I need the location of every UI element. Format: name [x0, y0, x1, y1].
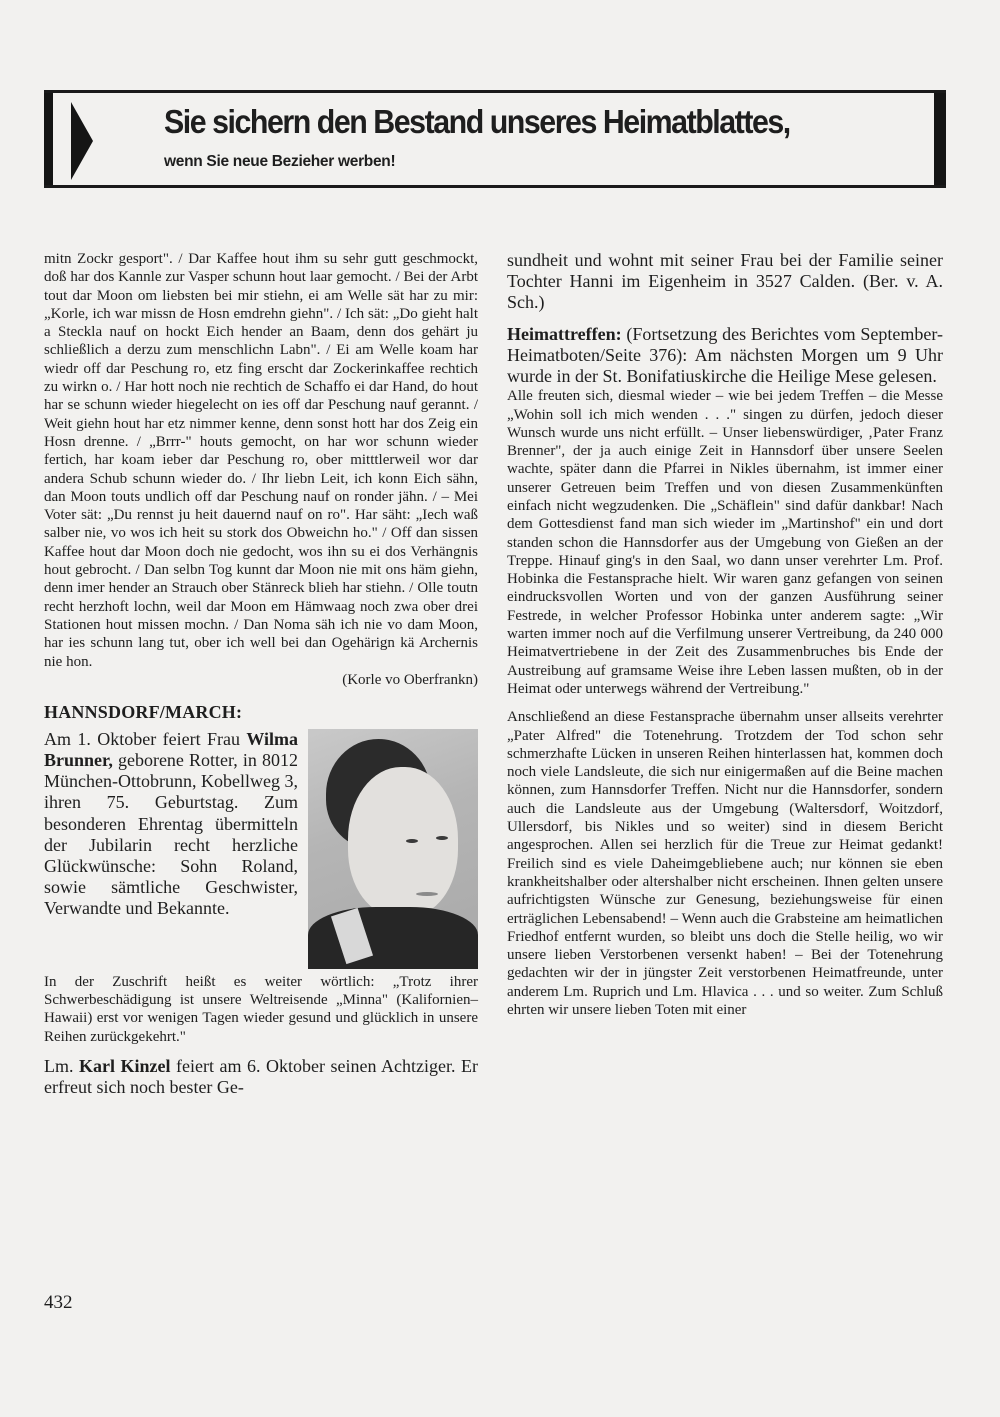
banner-subline: wenn Sie neue Bezieher werben!	[164, 153, 396, 170]
kinzel-text: feiert am 6. Oktober seinen Achtziger. Er erfreut sich noch bester Ge-	[44, 1056, 478, 1098]
treffen-intro: (Fortsetzung des Berichtes vom September-Heimatboten/Seite 376): Am nächsten Morgen um 9 Uhr wurde in der St. Bonifatiuskirche die Heilige Mese gelesen.	[507, 323, 943, 387]
page-number: 432	[44, 1292, 73, 1313]
letter-quote: In der Zuschrift heißt es weiter wörtlich: „Trotz ihrer Schwerbeschädigung ist unsere Weltreisende „Minna" (Kalifornien–Hawaii) erst vor wenigen Tagen wieder gesund und glücklich in unsere Reihen zurückgekehrt."	[44, 973, 478, 1045]
dialect-story: mitn Zockr gesport". / Dar Kaffee hout ihm su sehr gutt geschmockt, doß har dos Kannle zur Vasper schunn hout laar gemocht. / Bei der Arbt tout dar Moon om liebsten bei mir stiehn, ei am Welle sät har zu mir: „Korle, ich war missn de Hosn emdrehn giehn". / Ich sät: „Do gieht halt a Steckla nauf on hockt Eich hender an Baam, denn dos gehärt ju schließlich a derzu zum menschlichn Labn". / Ei am Welle koam har wiedr off dar Peschung ro, etz fing erscht dar Zockerinkaffee rechtich zu wirkn o. / Har hott noch nie rechtich de Schaffo ei dar Hand, do hout har se schunn wieder hiegelecht on ies off dar Peschung nauf gerannt. / Weit giehn hout har etz nimmer kenne, denn sonst hott har dos Zeig ein Hosn drenne. / „Brrr-" houts gemocht, on har wor schunn wieder fertich, har koam ieber dar Peschung ro, ober mitttlerweil wor dar andera Schub schunn wieder do. / Ihr liebn Leit, ich konn Eich sähn, dan Moon touts undlich off dar Peschung nauf on ronder jähn. / – Mei Voter sät: „Du rennst ju heit dauernd nauf on ro". Har säht: „Iech waß salber nie, vo wos ich heit su stork dos Obweichn ho." / Off dan sissen Kaffee hout dar Moon doch nie gedocht, wos ihn su ei dos Verhängnis hout gebrocht. / Dan selbn Tog kunnt dar Moon nie mit ons häm giehn, denn imer hender an Strauch ober Stänreck blieh har stiehn. / Olle toutn recht herzhoft lochn, weil dar Moon em Hämwaag noch zwa ober drei Stationen hout missen mochn. / Dan Noma säh ich nie vo dam Moon, har ies schunn lang tut, ober ich well bei dan Ogehärign kä Archernis nie hon.	[44, 251, 478, 670]
left-column	[44, 250, 478, 1098]
kinzel-prefix: Lm.	[44, 1056, 80, 1077]
kinzel-notice	[44, 1056, 478, 1098]
banner-right-bar	[934, 93, 946, 185]
story-signature: (Korle vo Oberfrankn)	[342, 671, 478, 688]
birthday-text: geborene Rotter, in 8012 München-Ottobrunn, Kobellweg 3, ihren 75. Geburtstag. Zum besonderen Ehrentag übermitteln der Jubilarin recht herzliche Glückwünsche: Sohn Roland, sowie sämtliche Geschwister, Verwandte und Bekannte.	[44, 750, 298, 919]
kinzel-continued: sundheit und wohnt mit seiner Frau bei der Familie seiner Tochter Hanni im Eigenheim in 3527 Calden. (Ber. v. A. Sch.)	[507, 250, 943, 313]
subscription-banner	[44, 90, 946, 188]
portrait-photo	[308, 729, 478, 969]
birthday-name: Wilma Brunner,	[44, 728, 298, 771]
banner-headline: Sie sichern den Bestand unseres Heimatblattes,	[164, 103, 790, 140]
totenehrung-paragraph: Anschließend an diese Festansprache übernahm unser allseits verehrter „Pater Alfred" die Totenehrung. Trotzdem der Tod schon sehr schmerzhafte Lücken in unseren Reihen hinterlassen hat, kommen doch noch viele Landsleute, die sich nur einigermaßen auf die Beine machen können, zum Hannsdorfer Treffen. Nicht nur die Hannsdorfer, sondern auch die Landsleute aus der Umgebung (Waltersdorf, Woitzdorf, Ullersdorf, bis Nikles und so weiter) sind in diesem Bericht angesprochen. Allen sei herzlich für die Treue zur Heimat gedankt! Freilich sind es viele Daheimgebliebene auch; nur können sie eben krankheitshalber oder altershalber nicht erscheinen. Ihnen gelten unsere aufrichtigsten Wünsche zur Genesung, beziehungsweise für einen erträglichen Lebensabend! – Wenn auch die Grabsteine am heimatlichen Friedhof entfernt wurden, so bleibt uns doch die Stelle heilig, wo wir unsere lieben Verstorbenen versenkt haben! – Bei der Totenehrung gedachten wir der in jüngster Zeit verstorbenen Heimatfreunde, unter anderem Lm. Ruprich und Lm. Hlavica . . . und so weiter. Zum Schluß ehrten wir unsere lieben Toten mit einer	[507, 709, 943, 1019]
section-heading-hannsdorf: HANNSDORF/MARCH:	[44, 701, 243, 722]
treffen-intro-paragraph	[507, 324, 943, 388]
treffen-body: Alle freuten sich, diesmal wieder – wie bei jedem Treffen – die Messe „Wohin soll ich mich wenden . . ." singen zu dürfen, jedoch dieser Wunsch wurde uns nicht erfüllt. – Unser liebenswürdiger, ‚Pater Franz Brenner", der ja auch einige Zeit in Hannsdorf über unsere Seelen wachte, später dann die Pfarrei in Nikles übernahm, ist immer einer unserer Getreuen beim Treffen und von diesen Zusammenkünften einfach nicht wegzudenken. Die „Schäflein" sind dafür dankbar! Nach dem Gottesdienst fand man sich wieder im „Martinshof" ein und dort standen schon die Hannsdorfer aus der Umgebung von Gießen an der Treppe. Hinauf ging's in den Saal, wo dann unser verehrter Lm. Prof. Hobinka die Festansprache hielt. Wir waren ganz gefangen von seinen eindrucksvollen Worten und von der ganzen Ausführung seiner Festrede, in welcher Professor Hobinka unter anderem sagte: „Wir warten immer noch auf die Verfilmung unserer Vertreibung, da 240 000 Heimatvertriebene in der Zeit des Zusammenbruches bis Ende der Austreibung auf gramsame Weise ihre Leben lassen mußten, ob in der Heimat oder unterwegs während der Vertreibung."	[507, 388, 943, 697]
right-column	[507, 250, 943, 1019]
kinzel-name: Karl Kinzel	[79, 1056, 171, 1077]
treffen-label: Heimattreffen:	[507, 323, 622, 344]
birthday-intro: Am 1. Oktober feiert Frau	[44, 728, 240, 749]
birthday-notice	[44, 729, 478, 973]
banner-left-bar	[44, 93, 53, 185]
arrow-right-icon	[71, 102, 93, 180]
